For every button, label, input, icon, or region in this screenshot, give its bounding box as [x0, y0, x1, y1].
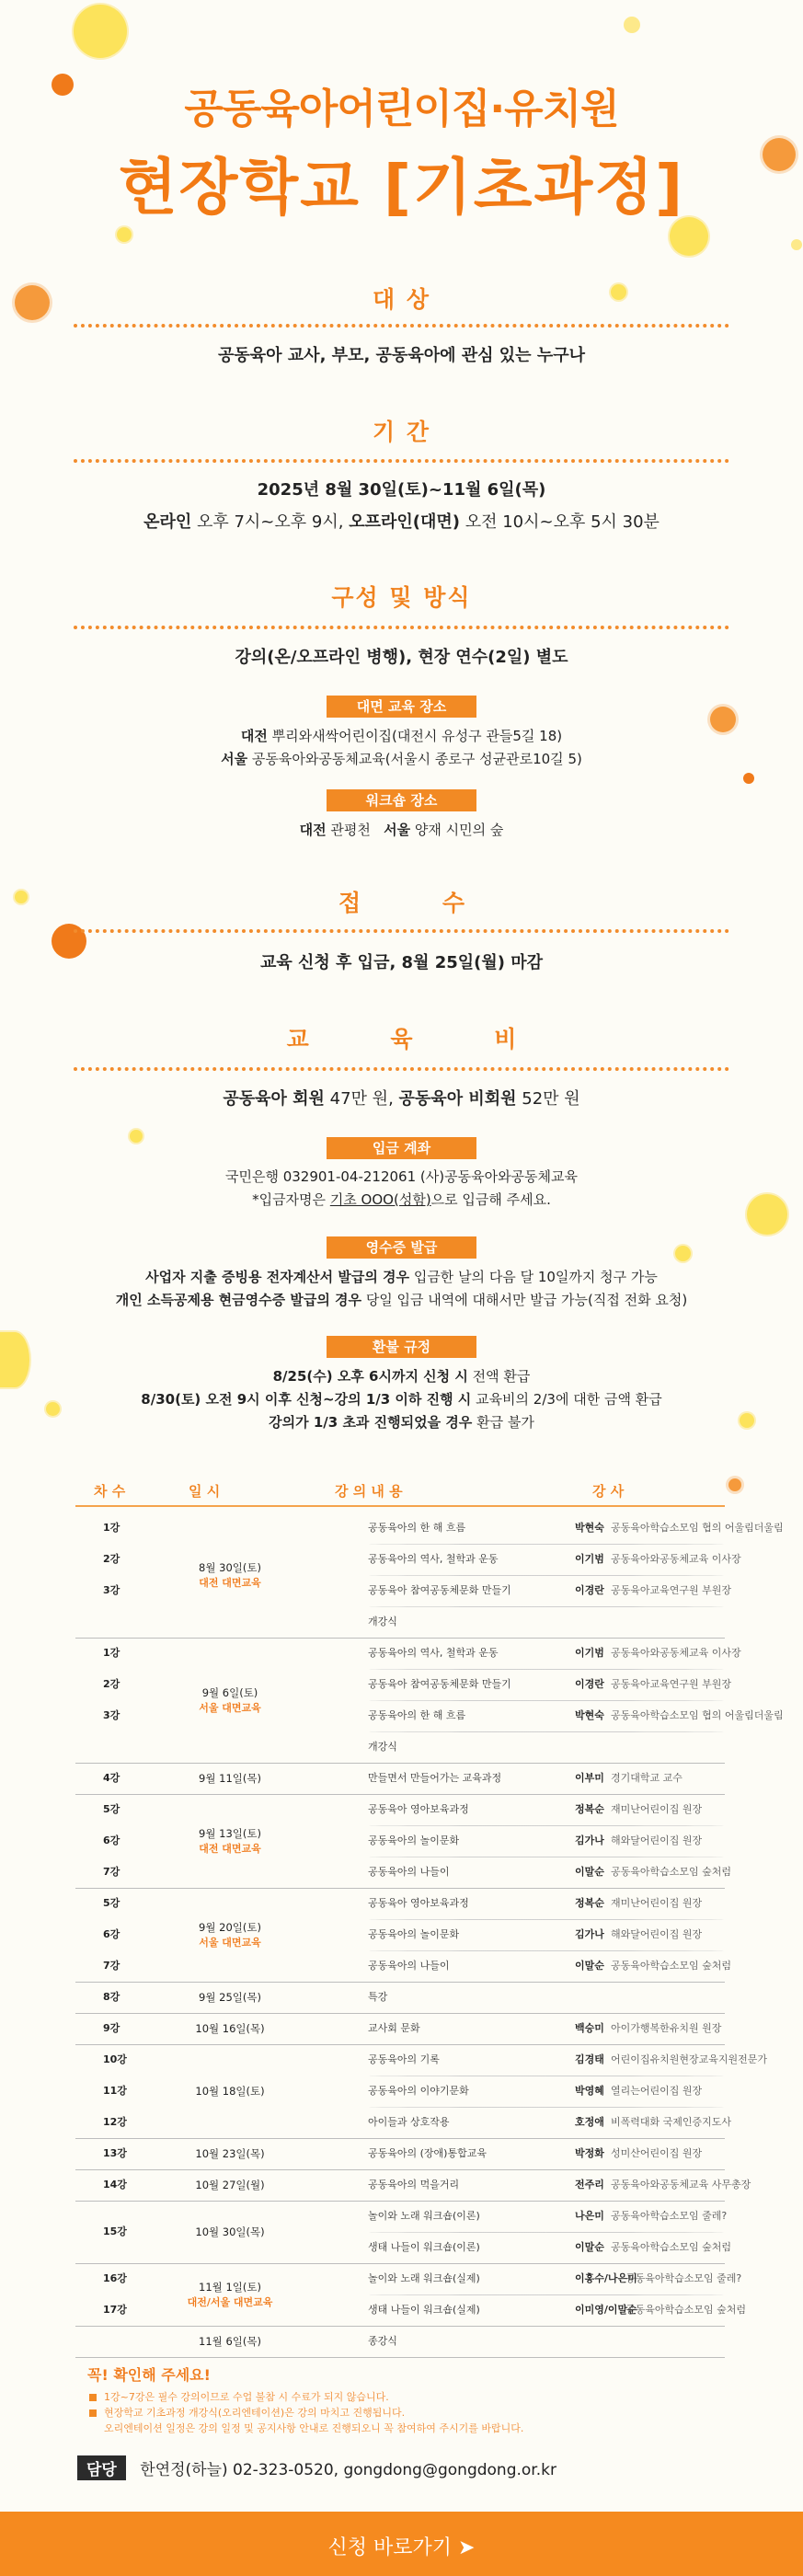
session-number: 6강	[103, 1928, 120, 1940]
period-heading: 기 간	[372, 419, 430, 445]
notice-item	[89, 2405, 405, 2420]
session-number: 1강	[103, 1522, 120, 1534]
venue-seoul-address: 공동육아와공동체교육(서울시 종로구 성균관로10길 5)	[251, 751, 582, 767]
table-rule	[368, 2232, 725, 2233]
apply-now-label[interactable]: 신청 바로가기 ➤	[327, 2536, 476, 2559]
session-number: 15강	[103, 2225, 127, 2237]
session-number: 10강	[103, 2053, 127, 2065]
lecturer-affiliation: 성미산어린이집 원장	[611, 2147, 703, 2159]
lecturer-affiliation: 공동육아학습소모임 숲처럼	[611, 1960, 732, 1972]
lecturer-affiliation: 공동육아학습소모임 숲처럼	[611, 2241, 732, 2253]
schedule-date-text: 9월 6일(토)	[201, 1686, 258, 1699]
receipt2-bold: 개인 소득공제용 현금영수증 발급의 경우	[115, 1292, 362, 1308]
lecturer-affiliation: 비폭력대화 국제인증지도사	[611, 2116, 732, 2128]
table-rule	[368, 1919, 725, 1920]
lecturer-name: 이기범	[575, 1647, 604, 1659]
divider	[74, 459, 729, 463]
bullet-icon	[89, 2409, 97, 2417]
lecturer-affiliation: 재미난어린이집 원장	[611, 1897, 703, 1909]
lecture-title: 공동육아의 역사, 철학과 운동	[368, 1647, 499, 1659]
apply-heading: 접 수	[338, 890, 501, 916]
schedule-date	[129, 2084, 331, 2099]
refund3-rest: 환급 불가	[476, 1414, 534, 1431]
refund-tag: 환불 규정	[327, 1336, 476, 1358]
schedule-date	[129, 2021, 331, 2036]
header-lecture: 강 의 내 용	[335, 1483, 403, 1500]
member-label: 공동육아 회원	[223, 1089, 325, 1109]
lecture-title: 공동육아의 기록	[368, 2053, 440, 2065]
table-rule	[75, 2138, 725, 2139]
lecture-title: 공동육아의 한 해 흐름	[368, 1709, 466, 1721]
lecture-title: 놀이와 노래 워크숍(이론)	[368, 2210, 480, 2222]
schedule-date	[129, 1920, 331, 1949]
schedule-date	[129, 2334, 331, 2349]
schedule-date-text: 10월 23일(목)	[195, 2147, 265, 2160]
period-times	[0, 509, 803, 533]
schedule-date	[129, 1685, 331, 1715]
lecture-title: 공동육아의 역사, 철학과 운동	[368, 1553, 499, 1565]
refund1-bold: 8/25(수) 오후 6시까지 신청 시	[272, 1368, 468, 1385]
apply-text: 교육 신청 후 입금, 8월 25일(월) 마감	[259, 953, 544, 972]
refund1-rest: 전액 환급	[472, 1368, 531, 1385]
decor-dot	[130, 1130, 143, 1143]
venue-seoul	[0, 749, 803, 768]
workshop-places	[0, 820, 803, 839]
venue-tag: 대면 교육 장소	[327, 696, 476, 718]
lecturer-name: 정복순	[575, 1897, 604, 1909]
refund3-bold: 강의가 1/3 초과 진행되었을 경우	[269, 1414, 473, 1431]
refund-line-1	[0, 1366, 803, 1386]
lecture-title: 교사회 문화	[368, 2022, 420, 2034]
table-rule	[75, 1888, 725, 1889]
decor-dot	[74, 5, 127, 58]
session-number: 13강	[103, 2147, 127, 2159]
venue-daejeon	[0, 726, 803, 745]
session-number: 5강	[103, 1803, 120, 1815]
session-number: 4강	[103, 1772, 120, 1784]
notice-title: 꼭! 확인해 주세요!	[87, 2366, 211, 2384]
schedule-date-text: 11월 1일(토)	[199, 2281, 261, 2294]
session-number: 6강	[103, 1834, 120, 1846]
nonmember-label: 공동육아 비회원	[398, 1089, 517, 1109]
lecture-title: 공동육아의 이야기문화	[368, 2085, 469, 2097]
session-number: 5강	[103, 1897, 120, 1909]
receipt2-rest: 당일 입금 내역에 대해서만 발급 가능(직접 전화 요청)	[365, 1292, 688, 1308]
divider	[74, 324, 729, 328]
venue-daejeon-city: 대전	[240, 728, 268, 744]
schedule-date-text: 8월 30일(토)	[199, 1561, 261, 1574]
schedule-date-location: 대전 대면교육	[199, 1577, 261, 1589]
lecturer-name: 전주리	[575, 2179, 604, 2191]
lecture-title: 공동육아 참여공동체문화 만들기	[368, 1678, 511, 1690]
target-heading: 대 상	[372, 286, 430, 313]
lecture-title: 놀이와 노래 워크숍(실제)	[368, 2272, 480, 2284]
lecturer-affiliation: 공동육아학습소모임 줄레?	[625, 2272, 742, 2284]
lecturer-affiliation: 공동육아와공동체교육 이사장	[611, 1553, 741, 1565]
lecturer-name: 박정화	[575, 2147, 604, 2159]
divider	[74, 626, 729, 629]
table-rule	[75, 1982, 725, 1983]
workshop-seoul-place: 양재 시민의 숲	[414, 822, 504, 838]
schedule-date	[129, 1771, 331, 1786]
lecturer-name: 정복순	[575, 1803, 604, 1815]
schedule-date-text: 10월 30일(목)	[195, 2225, 265, 2238]
lecturer-affiliation: 경기대학교 교수	[611, 1772, 683, 1784]
schedule-table-header	[75, 1476, 725, 1503]
refund2-rest: 교육비의 2/3에 대한 금액 환급	[476, 1391, 662, 1408]
decor-dot	[791, 239, 802, 250]
lecturer-affiliation: 공동육아학습소모임 협의 어울림더울림	[611, 1522, 784, 1534]
lecture-title: 공동육아의 나들이	[368, 1960, 450, 1972]
receipt-line-1	[0, 1267, 803, 1286]
session-number: 7강	[103, 1960, 120, 1972]
workshop-seoul-city: 서울	[384, 822, 411, 838]
lecturer-affiliation: 재미난어린이집 원장	[611, 1803, 703, 1815]
notice-item-2: 현장학교 기초과정 개강식(오리엔테이션)은 강의 마치고 진행됩니다.	[104, 2407, 406, 2419]
lecturer-name: 이말순	[575, 1866, 604, 1878]
schedule-date-text: 10월 27일(월)	[195, 2179, 265, 2191]
notice-item-3: 오리엔테이션 일정은 강의 일정 및 공지사항 안내로 진행되오니 꼭 참여하여 주시기를 바랍니다.	[104, 2422, 524, 2434]
lecturer-affiliation: 공동육아교육연구원 부원장	[611, 1678, 732, 1690]
schedule-date-location: 대전 대면교육	[199, 1843, 261, 1855]
decor-dot	[728, 1478, 741, 1491]
lecturer-affiliation: 아이가행복한유치원 원장	[611, 2022, 722, 2034]
decor-dot	[117, 227, 132, 242]
lecturer-name: 이홍수/나은미	[575, 2272, 637, 2284]
decor-dot	[624, 17, 640, 33]
period-dates: 2025년 8월 30일(토)~11월 6일(목)	[257, 480, 546, 500]
decor-dot	[743, 773, 754, 784]
decor-dot	[675, 1246, 691, 1261]
session-number: 2강	[103, 1553, 120, 1565]
notice-item-1: 1강~7강은 필수 강의이므로 수업 불참 시 수료가 되지 않습니다.	[104, 2391, 389, 2403]
header-date: 일 시	[189, 1483, 221, 1500]
schedule-date	[129, 1990, 331, 2005]
lecture-title: 공동육아의 한 해 흐름	[368, 1522, 466, 1534]
lecture-title: 공동육아의 나들이	[368, 1866, 450, 1878]
session-number: 14강	[103, 2179, 127, 2191]
account-info: 국민은행 032901-04-212061 (사)공동육아와공동체교육	[224, 1168, 579, 1185]
table-rule	[75, 1505, 725, 1507]
schedule-date-location: 서울 대면교육	[199, 1937, 261, 1949]
table-rule	[75, 2044, 725, 2045]
session-number: 3강	[103, 1709, 120, 1721]
lecture-title: 특강	[368, 1991, 388, 2003]
schedule-date-text: 11월 6일(목)	[199, 2335, 261, 2348]
schedule-date	[129, 2225, 331, 2239]
lecture-title: 종강식	[368, 2335, 397, 2347]
receipt-line-2	[0, 1290, 803, 1309]
session-number: 17강	[103, 2304, 127, 2316]
session-number: 3강	[103, 1584, 120, 1596]
header-lecturer: 강 사	[592, 1483, 625, 1500]
table-rule	[75, 1794, 725, 1795]
depositor-suffix: 으로 입금해 주세요.	[430, 1191, 551, 1208]
lecturer-affiliation: 공동육아와공동체교육 이사장	[611, 1647, 741, 1659]
lecture-title: 생태 나들이 워크숍(실제)	[368, 2304, 480, 2316]
refund-line-3	[0, 1412, 803, 1432]
header-session: 차 수	[94, 1483, 126, 1500]
online-label: 온라인	[143, 512, 192, 532]
session-number: 9강	[103, 2022, 120, 2034]
table-rule	[368, 1731, 725, 1732]
lecturer-name: 김경태	[575, 2053, 604, 2065]
workshop-daejeon-place: 관평천	[330, 822, 371, 838]
lecturer-affiliation: 공동육아교육연구원 부원장	[611, 1584, 732, 1596]
table-rule	[75, 2326, 725, 2327]
venue-seoul-city: 서울	[221, 751, 248, 767]
lecturer-name: 이경란	[575, 1584, 604, 1596]
schedule-date	[129, 2146, 331, 2161]
lecture-title: 생태 나들이 워크숍(이론)	[368, 2241, 480, 2253]
lecturer-affiliation: 공동육아와공동체교육 사무총장	[611, 2179, 751, 2191]
schedule-date-text: 9월 20일(토)	[199, 1921, 261, 1934]
schedule-date-text: 9월 11일(목)	[199, 1772, 261, 1785]
offline-time: 오전 10시~오후 5시 30분	[465, 512, 660, 532]
table-rule	[75, 2201, 725, 2202]
schedule-date	[129, 2178, 331, 2192]
contact-label: 담당	[77, 2455, 126, 2480]
table-rule	[75, 1638, 725, 1639]
lecturer-name: 박영혜	[575, 2085, 604, 2097]
schedule-date	[129, 1826, 331, 1856]
table-rule	[368, 1669, 725, 1670]
lecturer-name: 박현숙	[575, 1709, 604, 1721]
lecture-title: 개강식	[368, 1741, 397, 1753]
lecturer-affiliation: 해와달어린이집 원장	[611, 1834, 703, 1846]
lecturer-affiliation: 공동육아학습소모임 숲처럼	[625, 2304, 747, 2316]
table-rule	[75, 2013, 725, 2014]
depositor-prefix: *입금자명은	[252, 1191, 327, 1208]
contact-text: 한연정(하늘) 02-323-0520, gongdong@gongdong.or.kr	[140, 2461, 556, 2479]
header-title: 현장학교 [기초과정]	[118, 152, 685, 223]
notice-item	[89, 2389, 389, 2404]
session-number: 2강	[103, 1678, 120, 1690]
workshop-daejeon-city: 대전	[299, 822, 327, 838]
fee-amounts	[0, 1086, 803, 1110]
table-rule	[368, 1950, 725, 1951]
schedule-date	[129, 1560, 331, 1590]
schedule-date	[129, 2280, 331, 2309]
session-number: 7강	[103, 1866, 120, 1878]
session-number: 12강	[103, 2116, 127, 2128]
venue-daejeon-address: 뿌리와새싹어린이집(대전시 유성구 관들5길 18)	[271, 728, 563, 744]
lecturer-name: 나은미	[575, 2210, 604, 2222]
bullet-icon	[89, 2394, 97, 2401]
divider	[74, 929, 729, 933]
lecturer-affiliation: 열리는어린이집 원장	[611, 2085, 703, 2097]
format-heading: 구성 및 방식	[331, 584, 472, 611]
contact	[77, 2455, 556, 2478]
receipt-tag: 영수증 발급	[327, 1236, 476, 1259]
lecturer-name: 이부미	[575, 1772, 604, 1784]
schedule-date-text: 10월 16일(목)	[195, 2022, 265, 2035]
lecturer-name: 호정애	[575, 2116, 604, 2128]
schedule-date-location: 대전/서울 대면교육	[187, 2296, 273, 2308]
schedule-date-text: 9월 13일(토)	[199, 1827, 261, 1840]
lecturer-affiliation: 공동육아학습소모임 협의 어울림더울림	[611, 1709, 784, 1721]
fee-heading: 교 육 비	[286, 1026, 554, 1052]
schedule-date-location: 서울 대면교육	[199, 1702, 261, 1714]
nonmember-fee: 52만 원	[522, 1089, 580, 1109]
lecture-title: 공동육아 참여공동체문화 만들기	[368, 1584, 511, 1596]
depositor-note	[0, 1190, 803, 1209]
session-number: 8강	[103, 1991, 120, 2003]
lecture-title: 공동육아의 놀이문화	[368, 1834, 460, 1846]
lecture-title: 공동육아의 놀이문화	[368, 1928, 460, 1940]
format-text: 강의(온/오프라인 병행), 현장 연수(2일) 별도	[235, 648, 568, 667]
session-number: 16강	[103, 2272, 127, 2284]
lecturer-affiliation: 공동육아학습소모임 줄레?	[611, 2210, 728, 2222]
receipt1-rest: 입금한 날의 다음 달 10일까지 청구 가능	[413, 1269, 658, 1285]
table-rule	[368, 1575, 725, 1576]
lecture-title: 공동육아 영아보육과정	[368, 1803, 469, 1815]
table-rule	[75, 2169, 725, 2170]
table-rule	[75, 2263, 725, 2264]
lecturer-name: 이미영/이말순	[575, 2304, 637, 2316]
refund-line-2	[0, 1389, 803, 1409]
session-number: 1강	[103, 1647, 120, 1659]
table-rule	[368, 2107, 725, 2108]
lecturer-name: 김가나	[575, 1928, 604, 1940]
lecture-title: 개강식	[368, 1616, 397, 1627]
header-subtitle: 공동육아어린이집·유치원	[184, 86, 619, 132]
lecturer-name: 이말순	[575, 1960, 604, 1972]
table-rule	[75, 1763, 725, 1764]
schedule-date-text: 9월 25일(목)	[199, 1991, 261, 2004]
offline-label: 오프라인(대면)	[349, 512, 460, 532]
lecture-title: 공동육아의 먹을거리	[368, 2179, 460, 2191]
target-text: 공동육아 교사, 부모, 공동육아에 관심 있는 누구나	[217, 346, 586, 365]
table-rule	[368, 1544, 725, 1545]
table-rule	[368, 1606, 725, 1607]
apply-now-button[interactable]	[0, 2512, 803, 2576]
schedule-date-text: 10월 18일(토)	[195, 2085, 265, 2098]
workshop-tag: 워크숍 장소	[327, 789, 476, 811]
lecturer-affiliation: 어린이집유치원현장교육지원전문가	[611, 2053, 768, 2065]
lecture-title: 공동육아 영아보육과정	[368, 1897, 469, 1909]
lecturer-name: 이말순	[575, 2241, 604, 2253]
lecturer-affiliation: 공동육아학습소모임 숲처럼	[611, 1866, 732, 1878]
lecture-title: 아이들과 상호작용	[368, 2116, 450, 2128]
account-tag: 입금 계좌	[327, 1137, 476, 1159]
lecturer-name: 김가나	[575, 1834, 604, 1846]
online-time: 오후 7시~오후 9시,	[196, 512, 344, 532]
lecturer-affiliation: 해와달어린이집 원장	[611, 1928, 703, 1940]
divider	[74, 1067, 729, 1071]
receipt1-bold: 사업자 지출 증빙용 전자계산서 발급의 경우	[145, 1269, 410, 1285]
lecture-title: 공동육아의 (장애)통합교육	[368, 2147, 487, 2159]
lecture-title: 만들면서 만들어가는 교육과정	[368, 1772, 502, 1784]
depositor-format: 기초 OOO(성함)	[329, 1191, 431, 1208]
lecturer-name: 박현숙	[575, 1522, 604, 1534]
lecturer-name: 이경란	[575, 1678, 604, 1690]
lecturer-name: 백승미	[575, 2022, 604, 2034]
lecturer-name: 이기범	[575, 1553, 604, 1565]
table-rule	[75, 2357, 725, 2358]
table-rule	[368, 1825, 725, 1826]
session-number: 11강	[103, 2085, 127, 2097]
table-rule	[368, 2294, 725, 2295]
refund2-bold: 8/30(토) 오전 9시 이후 신청~강의 1/3 이하 진행 시	[141, 1391, 472, 1408]
table-rule	[368, 1700, 725, 1701]
member-fee: 47만 원,	[329, 1089, 394, 1109]
